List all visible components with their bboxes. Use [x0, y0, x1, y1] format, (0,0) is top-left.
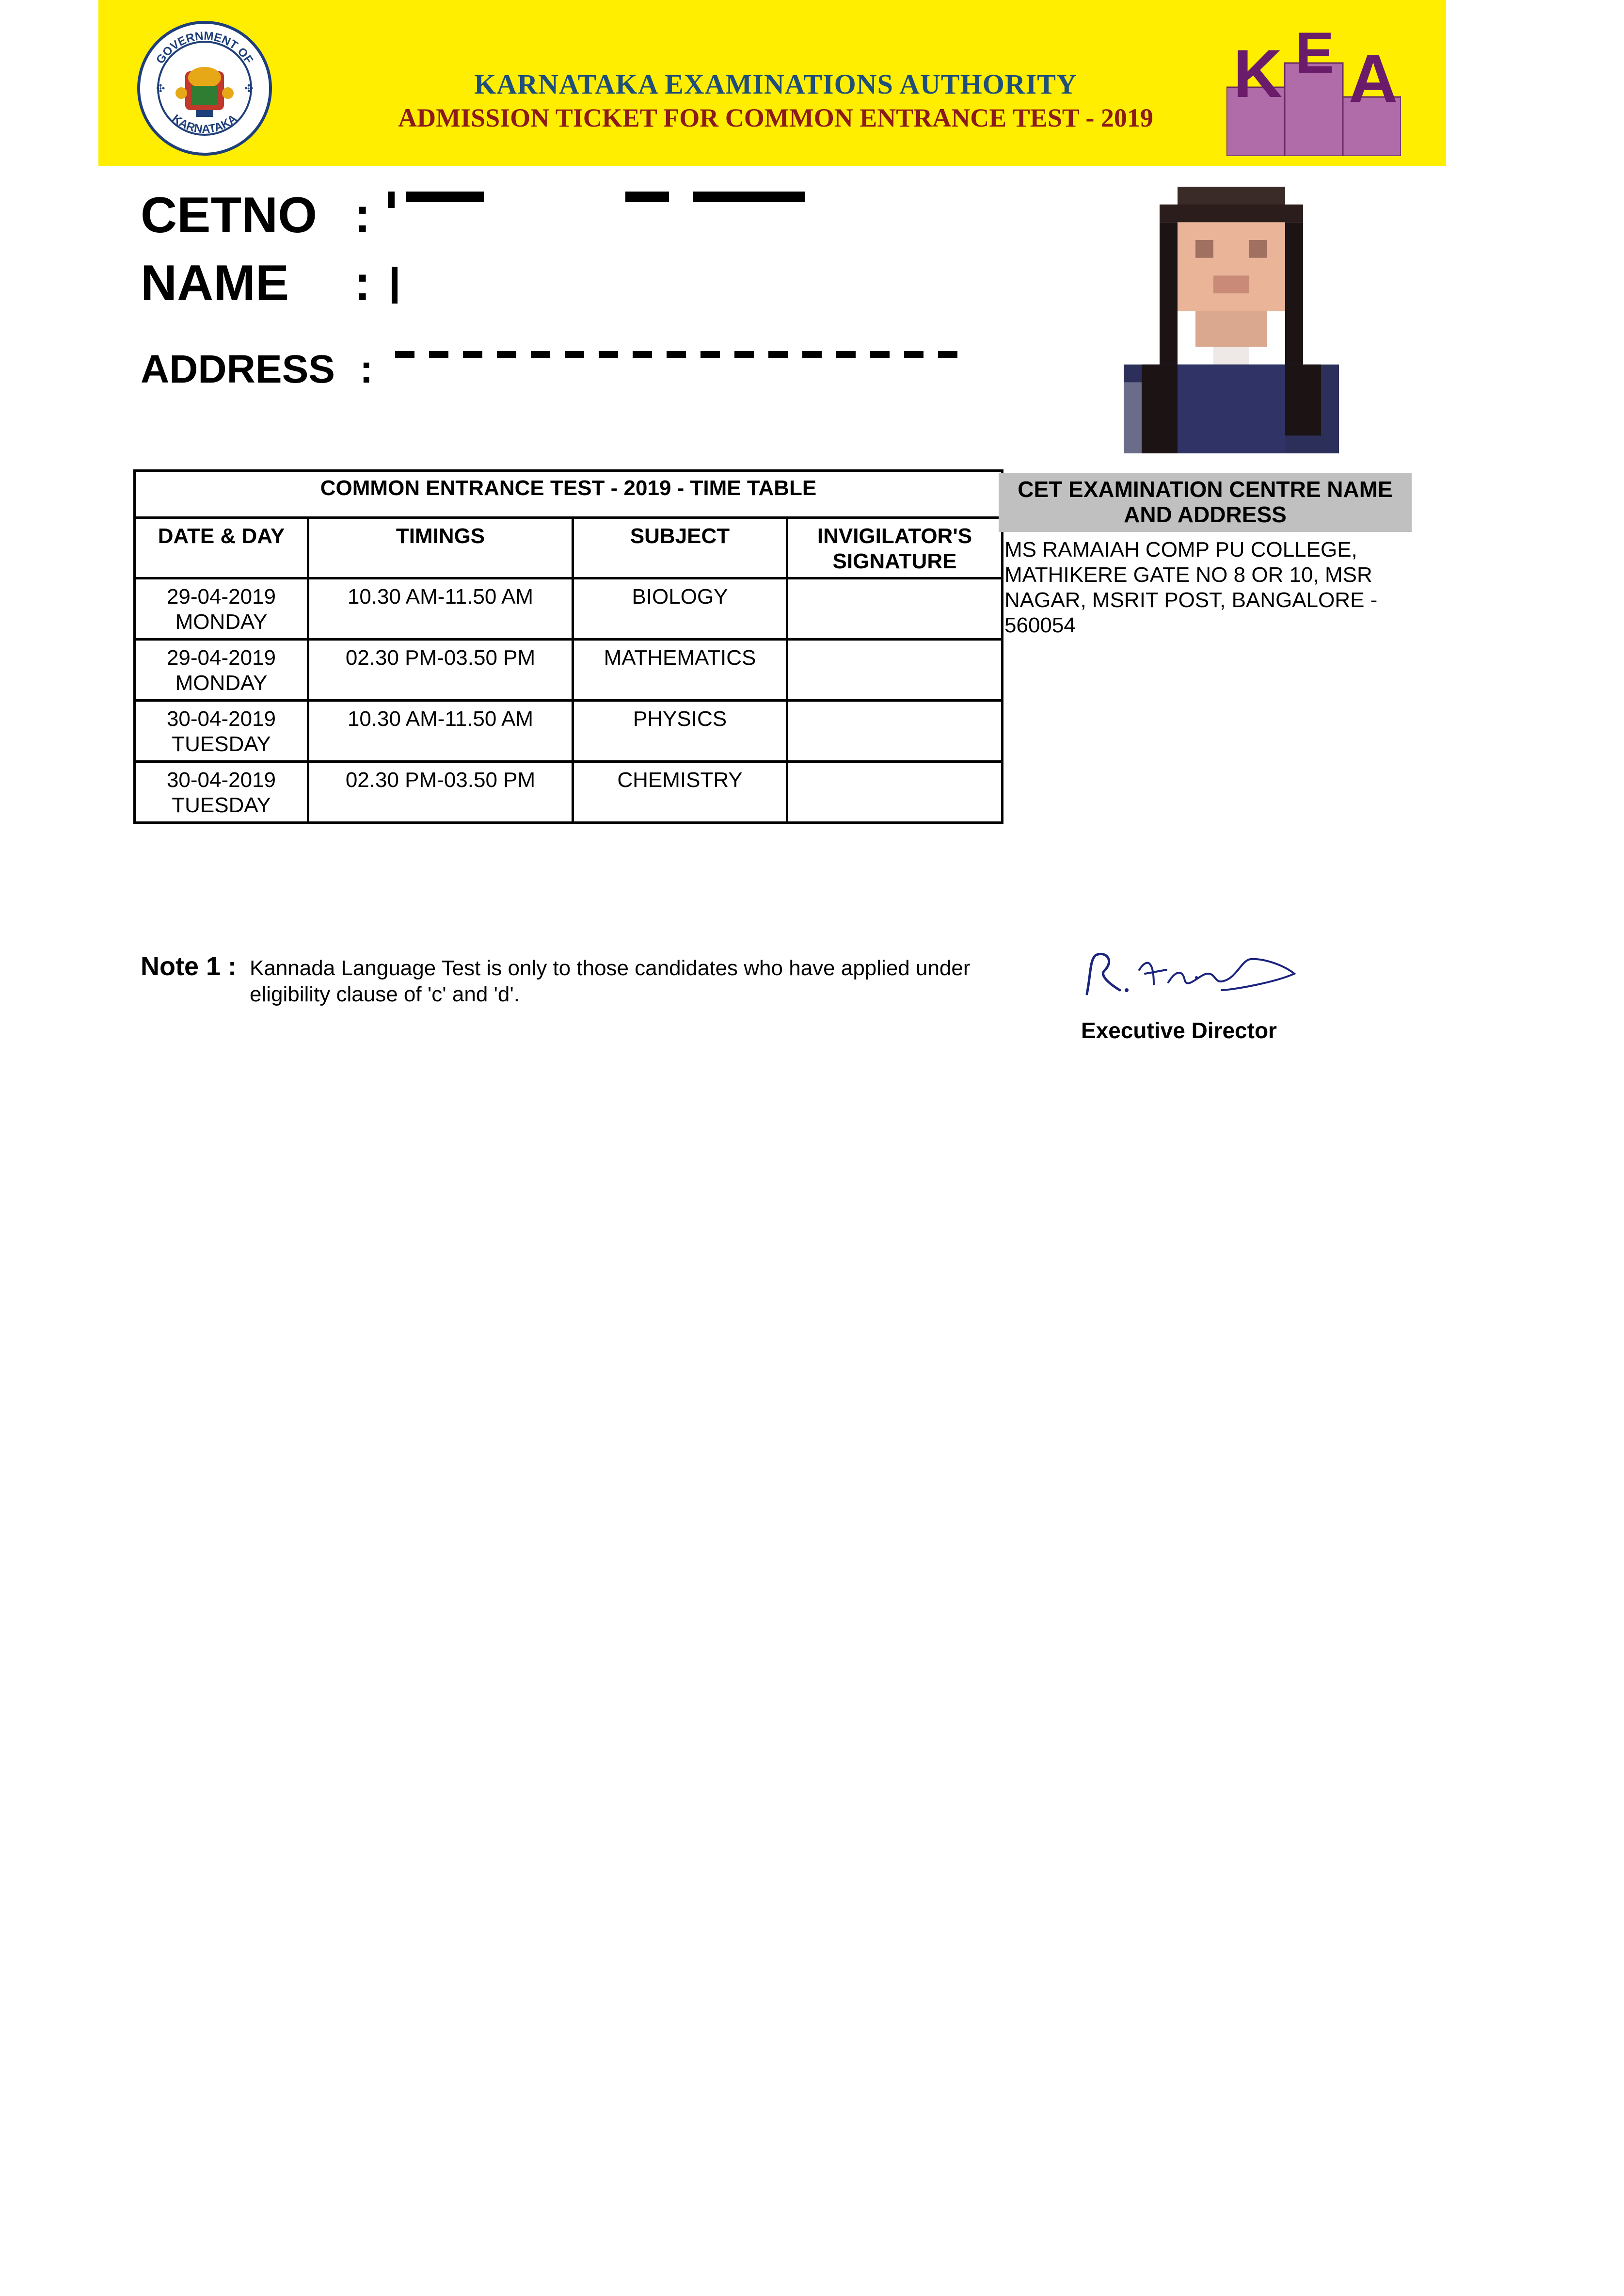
executive-director-signature — [1081, 936, 1299, 1004]
cetno-value-redacted — [388, 192, 970, 240]
invigilator-signature-cell — [787, 701, 1003, 762]
address-value-redacted — [395, 351, 962, 358]
note-label: Note 1 : — [141, 952, 237, 981]
subject-cell: BIOLOGY — [573, 578, 787, 640]
timings-cell: 10.30 AM-11.50 AM — [308, 578, 573, 640]
centre-heading: CET EXAMINATION CENTRE NAME AND ADDRESS — [999, 473, 1412, 532]
note-text: Kannada Language Test is only to those candidates who have applied under eligibility clause of 'c' and 'd'. — [250, 956, 971, 1006]
timings-cell: 10.30 AM-11.50 AM — [308, 701, 573, 762]
svg-text:✣: ✣ — [156, 82, 165, 95]
kea-logo — [1226, 29, 1401, 156]
svg-text:KARNATAKA: KARNATAKA — [169, 112, 240, 136]
karnataka-seal-logo — [137, 20, 272, 156]
table-row — [135, 578, 1003, 640]
name-label: NAME — [141, 255, 289, 311]
centre-address: MS RAMAIAH COMP PU COLLEGE, MATHIKERE GATE NO 8 OR 10, MSR NAGAR, MSRIT POST, BANGALORE - 560054 — [1004, 538, 1378, 637]
invigilator-signature-cell — [787, 578, 1003, 640]
timings-cell: 02.30 PM-03.50 PM — [308, 762, 573, 823]
column-header-timings: TIMINGS — [308, 518, 573, 578]
subject-cell: CHEMISTRY — [573, 762, 787, 823]
address-label: ADDRESS — [141, 347, 335, 391]
column-header-invigilator: INVIGILATOR'S SIGNATURE — [787, 518, 1003, 578]
date-day-cell: 30-04-2019 TUESDAY — [135, 762, 308, 823]
column-header-subject: SUBJECT — [573, 518, 787, 578]
invigilator-signature-cell — [787, 762, 1003, 823]
svg-text:✣: ✣ — [244, 82, 254, 95]
subject-cell: MATHEMATICS — [573, 640, 787, 701]
date-day-cell: 29-04-2019 MONDAY — [135, 640, 308, 701]
timetable — [133, 469, 1003, 824]
name-value-redacted — [392, 267, 398, 304]
authority-name: KARNATAKA EXAMINATIONS AUTHORITY — [474, 68, 1077, 100]
subject-cell: PHYSICS — [573, 701, 787, 762]
name-colon: : — [354, 255, 371, 311]
table-row — [135, 640, 1003, 701]
date-day-cell: 29-04-2019 MONDAY — [135, 578, 308, 640]
column-header-date: DATE & DAY — [135, 518, 308, 578]
kea-letter-e: E — [1295, 29, 1335, 85]
svg-text:GOVERNMENT OF: GOVERNMENT OF — [153, 29, 256, 66]
timings-cell: 02.30 PM-03.50 PM — [308, 640, 573, 701]
kea-letter-a: A — [1349, 40, 1398, 116]
address-colon: : — [360, 347, 373, 391]
ticket-title: ADMISSION TICKET FOR COMMON ENTRANCE TEST - 2019 — [398, 103, 1153, 132]
kea-letter-k: K — [1233, 35, 1283, 112]
date-day-cell: 30-04-2019 TUESDAY — [135, 701, 308, 762]
candidate-photo — [1124, 187, 1339, 453]
executive-director-title: Executive Director — [1081, 1018, 1277, 1043]
table-row — [135, 762, 1003, 823]
invigilator-signature-cell — [787, 640, 1003, 701]
cetno-label: CETNO — [141, 187, 317, 243]
cetno-colon: : — [354, 187, 371, 243]
timetable-title: COMMON ENTRANCE TEST - 2019 - TIME TABLE — [135, 471, 1003, 518]
table-row — [135, 701, 1003, 762]
